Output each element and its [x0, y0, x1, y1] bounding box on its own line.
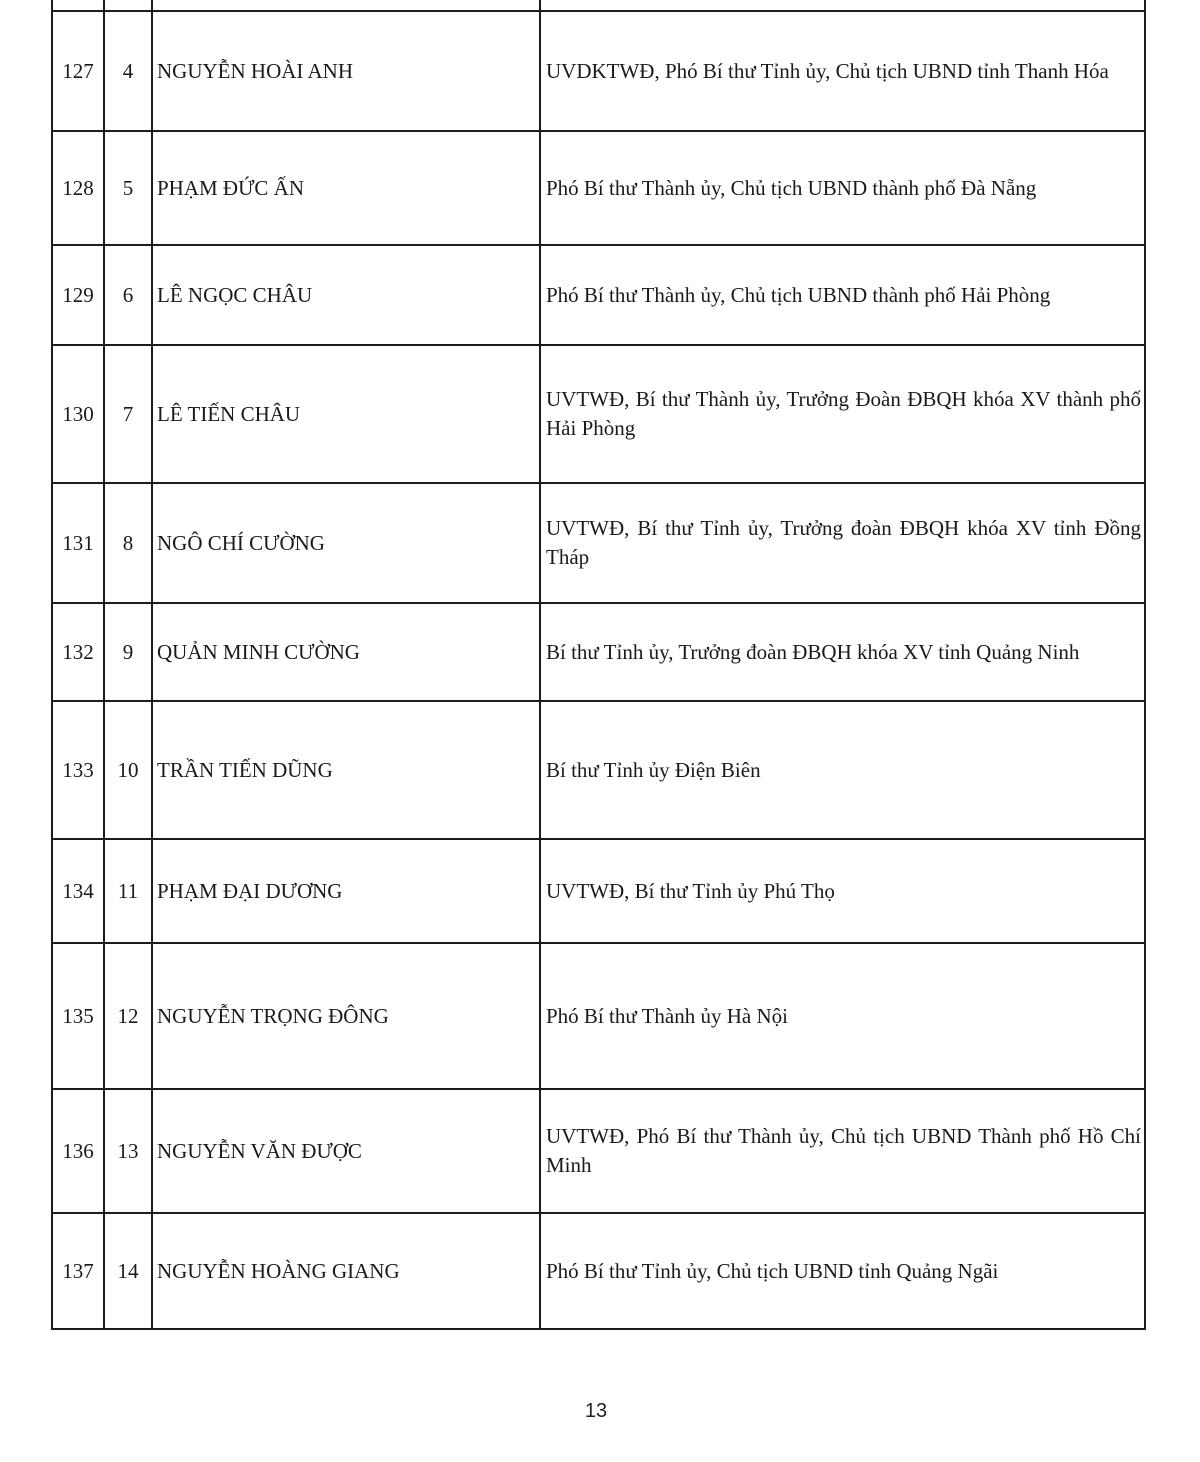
table-row: [52, 345, 1145, 483]
row-number: 11: [104, 839, 152, 943]
row-number: 5: [104, 131, 152, 245]
row-stt: 135: [52, 943, 104, 1089]
row-stt: 129: [52, 245, 104, 345]
row-stt: 130: [52, 345, 104, 483]
table-row: [52, 839, 1145, 943]
row-name: NGUYỄN VĂN ĐƯỢC: [152, 1089, 540, 1213]
page-number: 13: [584, 1400, 608, 1422]
row-stt: 132: [52, 603, 104, 701]
row-stt: 127: [52, 11, 104, 131]
row-name: PHẠM ĐỨC ẤN: [152, 131, 540, 245]
table-row: [52, 483, 1145, 603]
table-top-continuation: [52, 0, 1145, 11]
table-row: [52, 1089, 1145, 1213]
row-position: UVTWĐ, Bí thư Tỉnh ủy Phú Thọ: [540, 839, 1145, 943]
row-number: 14: [104, 1213, 152, 1329]
row-number: 8: [104, 483, 152, 603]
row-stt: 128: [52, 131, 104, 245]
row-position: UVDKTWĐ, Phó Bí thư Tỉnh ủy, Chủ tịch UBND tỉnh Thanh Hóa: [540, 11, 1145, 131]
row-position: Phó Bí thư Thành ủy, Chủ tịch UBND thành phố Đà Nẵng: [540, 131, 1145, 245]
row-position: UVTWĐ, Phó Bí thư Thành ủy, Chủ tịch UBND Thành phố Hồ Chí Minh: [540, 1089, 1145, 1213]
row-name: LÊ TIẾN CHÂU: [152, 345, 540, 483]
row-stt: 136: [52, 1089, 104, 1213]
row-name: NGUYỄN TRỌNG ĐÔNG: [152, 943, 540, 1089]
row-stt: 137: [52, 1213, 104, 1329]
candidate-table: [51, 0, 1146, 1330]
row-position: Bí thư Tỉnh ủy, Trưởng đoàn ĐBQH khóa XV tỉnh Quảng Ninh: [540, 603, 1145, 701]
table-row: [52, 245, 1145, 345]
row-number: 12: [104, 943, 152, 1089]
row-stt: 134: [52, 839, 104, 943]
row-position: Phó Bí thư Thành ủy Hà Nội: [540, 943, 1145, 1089]
row-name: PHẠM ĐẠI DƯƠNG: [152, 839, 540, 943]
table-row: [52, 943, 1145, 1089]
row-name: TRẦN TIẾN DŨNG: [152, 701, 540, 839]
row-number: 10: [104, 701, 152, 839]
row-number: 7: [104, 345, 152, 483]
row-position: Bí thư Tỉnh ủy Điện Biên: [540, 701, 1145, 839]
row-number: 13: [104, 1089, 152, 1213]
row-position: UVTWĐ, Bí thư Tỉnh ủy, Trưởng đoàn ĐBQH khóa XV tỉnh Đồng Tháp: [540, 483, 1145, 603]
table-row: [52, 603, 1145, 701]
row-position: UVTWĐ, Bí thư Thành ủy, Trưởng Đoàn ĐBQH khóa XV thành phố Hải Phòng: [540, 345, 1145, 483]
row-name: LÊ NGỌC CHÂU: [152, 245, 540, 345]
row-name: NGÔ CHÍ CƯỜNG: [152, 483, 540, 603]
row-name: NGUYỄN HOÀNG GIANG: [152, 1213, 540, 1329]
row-number: 9: [104, 603, 152, 701]
table-row: [52, 131, 1145, 245]
row-name: QUẢN MINH CƯỜNG: [152, 603, 540, 701]
row-number: 6: [104, 245, 152, 345]
table-row: [52, 701, 1145, 839]
row-position: Phó Bí thư Tỉnh ủy, Chủ tịch UBND tỉnh Quảng Ngãi: [540, 1213, 1145, 1329]
row-number: 4: [104, 11, 152, 131]
row-stt: 131: [52, 483, 104, 603]
row-stt: 133: [52, 701, 104, 839]
row-name: NGUYỄN HOÀI ANH: [152, 11, 540, 131]
table-row: [52, 11, 1145, 131]
row-position: Phó Bí thư Thành ủy, Chủ tịch UBND thành phố Hải Phòng: [540, 245, 1145, 345]
table-body: [52, 0, 1145, 1329]
table-row: [52, 1213, 1145, 1329]
